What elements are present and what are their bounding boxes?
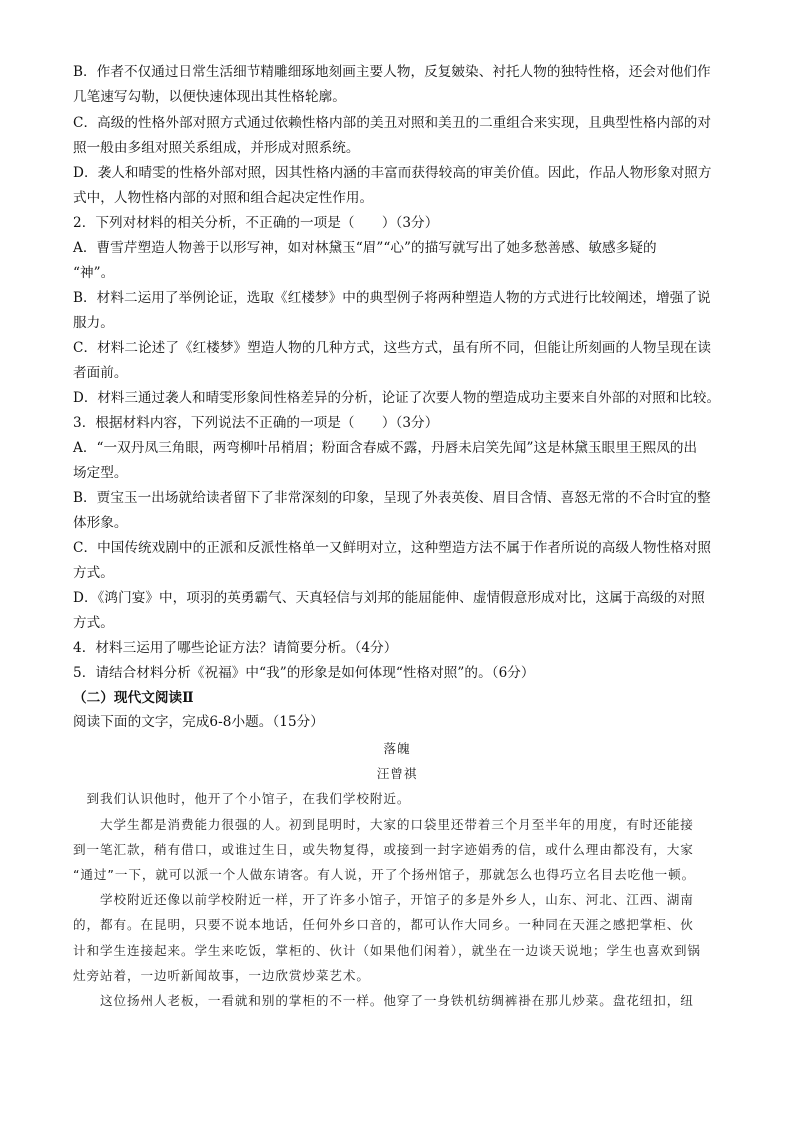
option-text: 体形象。 [73, 515, 128, 531]
story-paragraph-line: 到一笔汇款，稍有借口，或谁过生日，或失物复得，或接到一封字迹娟秀的信，或什么理由都没有，大家 [73, 842, 694, 857]
option-text: D．《鸿门宴》中，项羽的英勇霸气、天真轻信与刘邦的能屈能伸、虚情假意形成对比，这属于高级的对照 [73, 590, 705, 606]
option-text: A．曹雪芹塑造人物善于以形写神，如对林黛玉“眉”“心”的描写就写出了她多愁善感、敏感多疑的 [73, 240, 657, 256]
story-paragraph-line: 的，都有。在昆明，只要不说本地话，任何外乡口音的，都可认作大同乡。一种同在天涯之感把掌柜、伙 [73, 917, 694, 932]
option-text: 照一般由多组对照关系组成，并形成对照系统。 [73, 140, 360, 156]
story-paragraph-line: 这位扬州人老板，一看就和别的掌柜的不一样。他穿了一身铁机纺绸裤褂在那儿炒菜。盘花纽扣，纽 [73, 993, 694, 1008]
option-text: 方式。 [73, 565, 114, 581]
option-text: D．材料三通过袭人和晴雯形象间性格差异的分析，论证了次要人物的塑造成功主要来自外部的对照和比较。 [73, 390, 720, 406]
option-text: D．袭人和晴雯的性格外部对照，因其性格内涵的丰富而获得较高的审美价值。因此，作品人物形象对照方 [73, 165, 712, 181]
option-text: B．材料二运用了举例论证，选取《红楼梦》中的典型例子将两种塑造人物的方式进行比较阐述，增强了说 [73, 290, 711, 306]
story-paragraph-line: 大学生都是消费能力很强的人。初到昆明时，大家的口袋里还带着三个月至半年的用度，有时还能接 [73, 817, 694, 832]
story-paragraph-line: 计和学生连接起来。学生来吃饭，掌柜的、伙计（如果他们闲着），就坐在一边谈天说地；学生也喜欢到锅 [73, 943, 701, 958]
story-paragraph-line: 灶旁站着，一边听新闻故事，一边欣赏炒菜艺术。 [73, 968, 370, 983]
option-text: B．贾宝玉一出场就给读者留下了非常深刻的印象，呈现了外表英俊、眉目含情、喜怒无常的不合时宜的整 [73, 490, 711, 506]
option-text: 式中，人物性格内部的对照和组合起决定性作用。 [73, 190, 374, 206]
option-text: C．材料二论述了《红楼梦》塑造人物的几种方式，这些方式，虽有所不同，但能让所刻画的人物呈现在读 [73, 340, 712, 356]
story-paragraph-line: 学校附近还像以前学校附近一样，开了许多小馆子，开馆子的多是外乡人，山东、河北、江西、湖南 [73, 892, 694, 907]
option-text: C．高级的性格外部对照方式通过依赖性格内部的美丑对照和美丑的二重组合来实现，且典型性格内部的对 [73, 115, 712, 131]
question-3: 3．根据材料内容，下列说法不正确的一项是（ ）（3分） [73, 415, 439, 431]
question-2: 2．下列对材料的相关分析，不正确的一项是（ ）（3分） [73, 215, 439, 231]
question-4: 4．材料三运用了哪些论证方法？请简要分析。（4分） [73, 640, 398, 656]
option-text: “神”。 [73, 265, 115, 281]
option-text: 场定型。 [73, 465, 128, 481]
option-text: 几笔速写勾勒，以便快速体现出其性格轮廓。 [73, 89, 346, 105]
option-text: 者面前。 [73, 365, 128, 381]
option-text: 服力。 [73, 315, 114, 331]
story-paragraph-line: “通过”一下，就可以派一个人做东请客。有人说，开了个扬州馆子，那就怎么也得巧立名目去吃他一顿。 [73, 867, 696, 882]
story-title: 落魄 [383, 741, 411, 756]
option-text: B．作者不仅通过日常生活细节精雕细琢地刻画主要人物，反复皴染、衬托人物的独特性格，还会对他们作 [73, 64, 711, 80]
reading-instruction: 阅读下面的文字，完成6-8小题。（15分） [73, 714, 324, 730]
story-paragraph-line: 到我们认识他时，他开了个小馆子，在我们学校附近。 [73, 791, 411, 806]
section-heading: （二）现代文阅读Ⅱ [73, 690, 194, 706]
story-author: 汪曾祺 [376, 766, 418, 781]
option-text: 方式。 [73, 615, 114, 631]
question-5: 5．请结合材料分析《祝福》中“我”的形象是如何体现“性格对照”的。（6分） [73, 665, 535, 681]
option-text: A．“一双丹凤三角眼，两弯柳叶吊梢眉；粉面含春威不露，丹唇未启笑先闻”这是林黛玉眼里王熙凤的出 [73, 440, 698, 456]
option-text: C．中国传统戏剧中的正派和反派性格单一又鲜明对立，这种塑造方法不属于作者所说的高级人物性格对照 [73, 540, 712, 556]
